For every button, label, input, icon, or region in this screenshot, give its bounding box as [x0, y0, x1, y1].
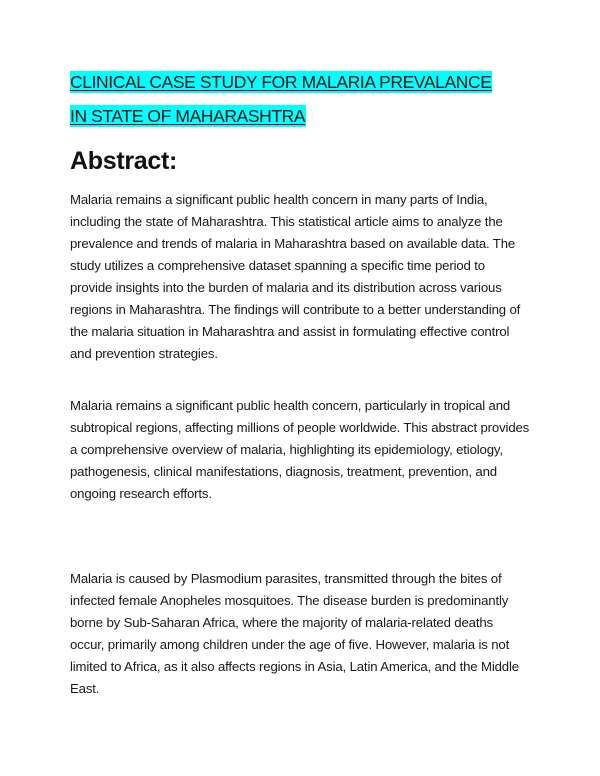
title-line-1: CLINICAL CASE STUDY FOR MALARIA PREVALANCE: [70, 72, 492, 92]
abstract-heading: Abstract:: [70, 147, 178, 175]
abstract-paragraph-3: Malaria is caused by Plasmodium parasites, transmitted through the bites of infected female Anopheles mosquitoes. The disease burden is predominantly borne by Sub-Saharan Africa, where the majority of malaria-related deaths occur, primarily among children under the age of five. However, malaria is not limited to Africa, as it also affects regions in Asia, Latin America, and the Middle East.: [70, 571, 519, 696]
abstract-paragraph-1: Malaria remains a significant public health concern in many parts of India, including the state of Maharashtra. This statistical article aims to analyze the prevalence and trends of malaria in Maharashtra based on available data. The study utilizes a comprehensive dataset spanning a specific time period to provide insights into the burden of malaria and its distribution across various regions in Maharashtra. The findings will contribute to a better understanding of the malaria situation in Maharashtra and assist in formulating effective control and prevention strategies.: [70, 192, 521, 361]
abstract-paragraph-2: Malaria remains a significant public health concern, particularly in tropical and subtropical regions, affecting millions of people worldwide. This abstract provides a comprehensive overview of malaria, highlighting its epidemiology, etiology, pathogenesis, clinical manifestations, diagnosis, treatment, prevention, and ongoing research efforts.: [70, 398, 530, 501]
title-line-2: IN STATE OF MAHARASHTRA: [70, 106, 306, 126]
